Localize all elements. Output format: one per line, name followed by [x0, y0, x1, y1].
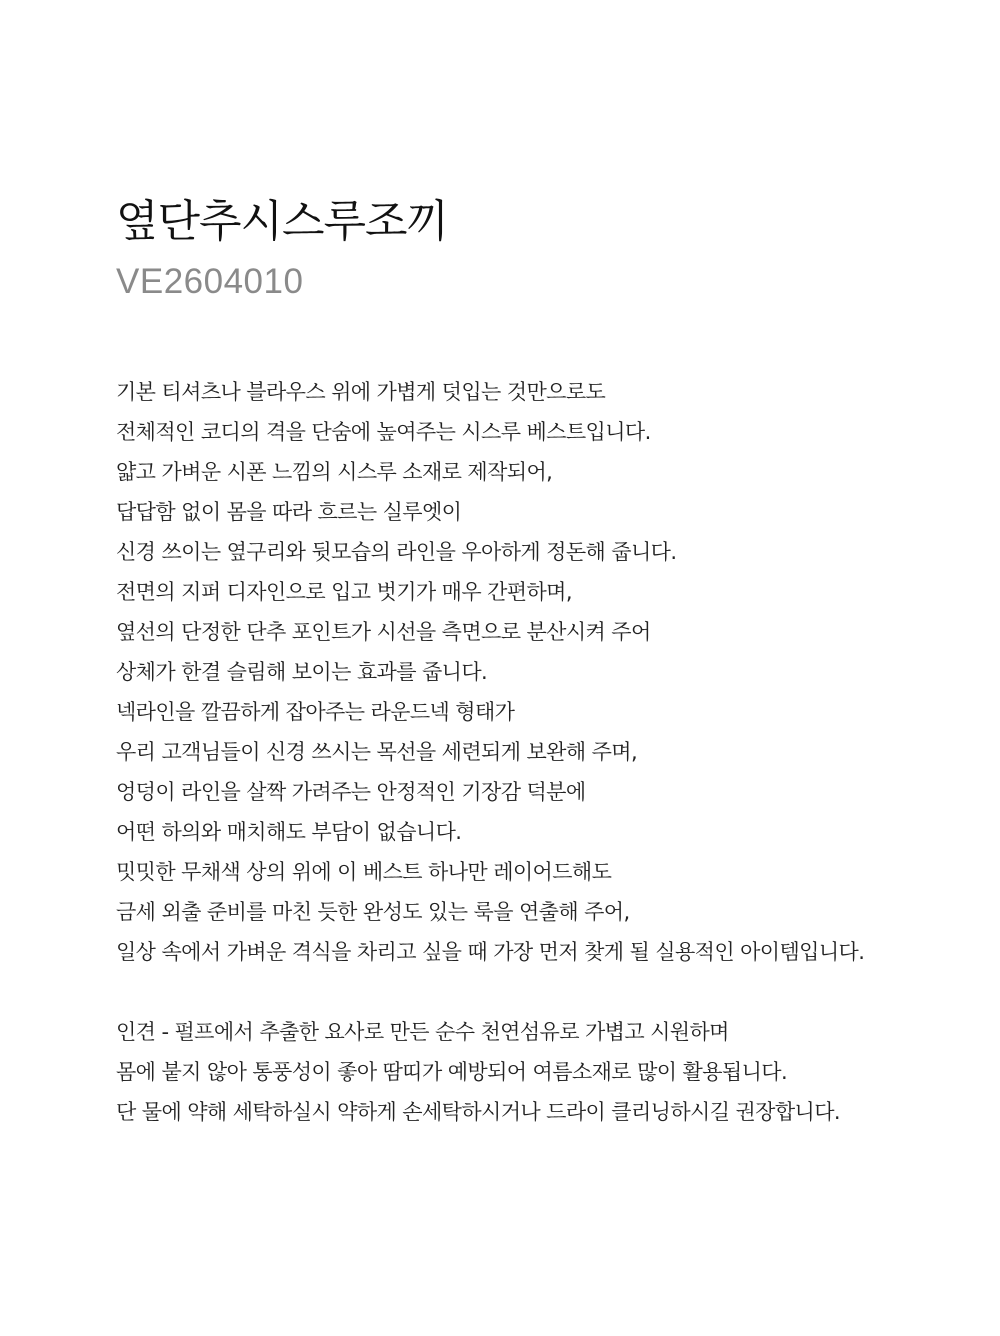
- description-line: 넥라인을 깔끔하게 잡아주는 라운드넥 형태가: [116, 700, 515, 724]
- description-line: 얇고 가벼운 시폰 느낌의 시스루 소재로 제작되어,: [116, 460, 553, 484]
- description-line: 금세 외출 준비를 마친 듯한 완성도 있는 룩을 연출해 주어,: [116, 900, 630, 924]
- product-description: [116, 372, 986, 1132]
- description-line: 일상 속에서 가벼운 격식을 차리고 싶을 때 가장 먼저 찾게 될 실용적인 아이템입니다.: [116, 940, 865, 964]
- material-line: 인견 - 펄프에서 추출한 요사로 만든 순수 천연섬유로 가볍고 시원하며: [116, 1020, 729, 1044]
- description-line: 엉덩이 라인을 살짝 가려주는 안정적인 기장감 덕분에: [116, 780, 586, 804]
- material-line: 몸에 붙지 않아 통풍성이 좋아 땀띠가 예방되어 여름소재로 많이 활용됩니다.: [116, 1060, 788, 1084]
- product-header: [116, 190, 448, 306]
- description-line: 옆선의 단정한 단추 포인트가 시선을 측면으로 분산시켜 주어: [116, 620, 651, 644]
- description-line: 우리 고객님들이 신경 쓰시는 목선을 세련되게 보완해 주며,: [116, 740, 638, 764]
- description-line: 답답함 없이 몸을 따라 흐르는 실루엣이: [116, 500, 462, 524]
- description-line: 어떤 하의와 매치해도 부담이 없습니다.: [116, 820, 462, 844]
- description-line: 신경 쓰이는 옆구리와 뒷모습의 라인을 우아하게 정돈해 줍니다.: [116, 540, 677, 564]
- product-code: VE2604010: [116, 262, 304, 301]
- description-line: 밋밋한 무채색 상의 위에 이 베스트 하나만 레이어드해도: [116, 860, 612, 884]
- material-line: 단 물에 약해 세탁하실시 약하게 손세탁하시거나 드라이 클리닝하시길 권장합니다.: [116, 1100, 840, 1124]
- product-title: 옆단추시스루조끼: [116, 196, 449, 247]
- description-paragraph-material: [116, 1012, 986, 1132]
- description-line: 기본 티셔츠나 블라우스 위에 가볍게 덧입는 것만으로도: [116, 380, 606, 404]
- description-paragraph-main: [116, 372, 986, 972]
- description-line: 상체가 한결 슬림해 보이는 효과를 줍니다.: [116, 660, 488, 684]
- description-line: 전체적인 코디의 격을 단숨에 높여주는 시스루 베스트입니다.: [116, 420, 651, 444]
- description-line: 전면의 지퍼 디자인으로 입고 벗기가 매우 간편하며,: [116, 580, 572, 604]
